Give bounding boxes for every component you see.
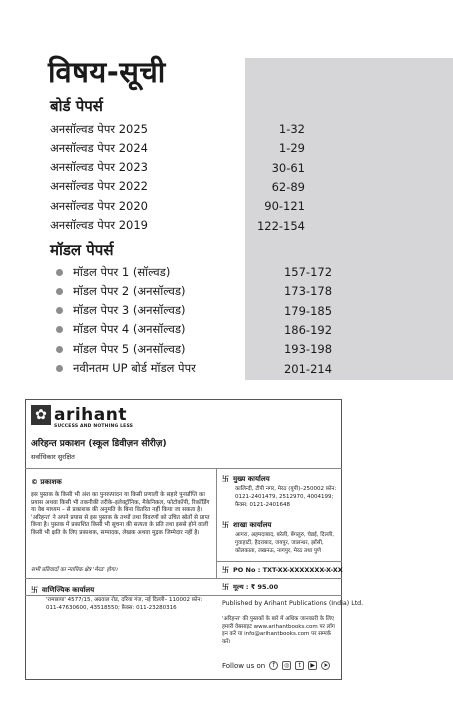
website-note: 'अरिहन्त' की पुस्तकों के बारे में अधिक जानकारी के लिए हमारी वेबसाइट www.arihantbooks.com पर लॉग इन करें या info@arihantbooks.com पर सम्पर्क करें। bbox=[222, 616, 335, 645]
bullet-icon bbox=[56, 365, 63, 372]
divider bbox=[25, 468, 342, 469]
page-title: विषय-सूची bbox=[48, 55, 166, 89]
model-paper-row bbox=[56, 301, 358, 321]
po-number: 卐 PO No : TXT-XX-XXXXXXX-X-XX bbox=[222, 566, 343, 574]
page-range: 90-121 bbox=[264, 199, 305, 214]
price: 卐 मूल्य : ₹ 95.00 bbox=[222, 583, 279, 591]
youtube-icon[interactable]: ▶ bbox=[308, 661, 317, 670]
jurisdiction-note: सभी प्रतिवादों का न्यायिक क्षेत्र 'मेरठ' होगा। bbox=[31, 567, 118, 573]
published-by: Published by Arihant Publications (India) Ltd. bbox=[222, 600, 364, 607]
facebook-icon[interactable]: f bbox=[269, 661, 278, 670]
page-range: 30-61 bbox=[271, 160, 305, 175]
model-paper-row bbox=[56, 359, 358, 379]
board-paper-row bbox=[50, 119, 309, 139]
paper-label: अनसॉल्वड पेपर 2022 bbox=[50, 179, 148, 194]
page-range: 157-172 bbox=[283, 265, 333, 279]
branch-office-heading: 卐 शाखा कार्यालय bbox=[222, 521, 272, 529]
divider bbox=[25, 595, 342, 596]
arihant-emblem-icon: ✿ bbox=[31, 405, 51, 425]
prakashak-text: इस पुस्तक के किसी भी अंश का पुनरुत्पादन या किसी प्रणाली के सहारे पुनर्प्राप्ति का प्रयास अथवा किसी भी तकनीकी तरीके–इलेक्ट्रॉनिक, मैकेनिकल, फोटोकॉपी, रिकॉर्डिंग या वेब माध्यम – से प्रकाशक की अनुमति के बिना वितरित नहीं किया जा सकता है। 'अरिहन्त' ने अपने प्रयास से इस पुस्तक के तथ्यों तथा विवरणों को उचित स्रोतों से प्राप्त किया है। पुस्तक में प्रकाशित किसी भी सूचना की सत्यता के प्रति तथा इससे होने वाली किसी भी क्षति के लिए प्रकाशक, सम्पादक, लेखक अथवा मुद्रक जिम्मेदार नहीं है। bbox=[31, 492, 210, 536]
page-range: 186-192 bbox=[283, 322, 333, 337]
page-range: 62-89 bbox=[271, 179, 305, 194]
page-range: 201-214 bbox=[283, 361, 333, 376]
paper-label: मॉडल पेपर 3 (अनसॉल्वड) bbox=[73, 303, 186, 318]
follow-us: Follow us on f ◎ t ▶ ➤ bbox=[222, 661, 329, 670]
commercial-office-heading: 卐 वाणिज्यिक कार्यालय bbox=[31, 586, 95, 594]
board-paper-row bbox=[50, 177, 309, 197]
model-paper-row bbox=[56, 320, 358, 340]
swastik-icon: 卐 bbox=[222, 521, 229, 529]
board-paper-row bbox=[50, 138, 309, 158]
swastik-icon: 卐 bbox=[222, 566, 229, 574]
bullet-icon bbox=[56, 269, 63, 276]
paper-label: मॉडल पेपर 1 (सॉल्वड) bbox=[73, 264, 171, 279]
model-paper-row bbox=[56, 281, 358, 301]
page-range: 179-185 bbox=[283, 303, 333, 318]
page-range: 173-178 bbox=[283, 284, 333, 299]
bullet-icon bbox=[56, 288, 63, 295]
rights-reserved: सर्वाधिकार सुरक्षित bbox=[31, 453, 75, 461]
paper-label: मॉडल पेपर 5 (अनसॉल्वड) bbox=[73, 341, 186, 356]
paper-label: मॉडल पेपर 2 (अनसॉल्वड) bbox=[73, 283, 186, 298]
page-range: 193-198 bbox=[283, 342, 333, 357]
board-paper-row bbox=[50, 216, 309, 236]
paper-label: मॉडल पेपर 4 (अनसॉल्वड) bbox=[73, 322, 186, 337]
paper-label: अनसॉल्वड पेपर 2020 bbox=[50, 198, 148, 213]
bullet-icon bbox=[56, 307, 63, 314]
board-paper-row bbox=[50, 196, 309, 216]
paper-label: अनसॉल्वड पेपर 2024 bbox=[50, 140, 148, 155]
arihant-logo bbox=[31, 405, 127, 425]
prakashak-title: © प्रकाशक bbox=[31, 478, 62, 486]
paper-label: नवीनतम UP बोर्ड मॉडल पेपर bbox=[73, 361, 196, 375]
model-paper-row bbox=[56, 262, 358, 282]
instagram-icon[interactable]: ◎ bbox=[284, 662, 290, 669]
paper-label: अनसॉल्वड पेपर 2019 bbox=[50, 218, 148, 232]
head-office-heading: 卐 मुख्य कार्यालय bbox=[222, 475, 270, 483]
divider bbox=[25, 578, 216, 579]
bullet-icon bbox=[56, 346, 63, 353]
page-range: 1-32 bbox=[278, 122, 305, 136]
logo-tagline: SUCCESS AND NOTHING LESS bbox=[54, 424, 134, 429]
commercial-office-text: 'रामछाया' 4577/15, अग्रवाल रोड, दरिया गंज, नई दिल्ली– 110002 फ़ोन: 011-47630600, 43518550; फ़ैक्स: 011-23280316 bbox=[46, 597, 203, 611]
swastik-icon: 卐 bbox=[222, 475, 229, 483]
divider bbox=[216, 578, 342, 579]
logo-text: arihant bbox=[54, 405, 127, 425]
paper-label: अनसॉल्वड पेपर 2023 bbox=[50, 160, 148, 175]
telegram-icon[interactable]: ➤ bbox=[323, 662, 329, 669]
swastik-icon: 卐 bbox=[222, 583, 229, 591]
divider bbox=[216, 561, 342, 562]
page-range: 1-29 bbox=[278, 141, 305, 156]
branch-office-text: आगरा, अहमदाबाद, बरेली, बेंगलुरु, चेन्नई, दिल्ली, गुवाहाटी, हैदराबाद, जयपुर, जालन्धर, झाँसी, कोलकाता, लखनऊ, नागपुर, मेरठ तथा पुणे bbox=[235, 532, 334, 554]
board-papers-heading: बोर्ड पेपर्स bbox=[50, 97, 103, 115]
twitter-icon[interactable]: t bbox=[295, 661, 304, 670]
model-papers-heading: मॉडल पेपर्स bbox=[50, 241, 114, 259]
bullet-icon bbox=[56, 326, 63, 333]
board-paper-row bbox=[50, 158, 309, 178]
paper-label: अनसॉल्वड पेपर 2025 bbox=[50, 121, 148, 136]
model-paper-row bbox=[56, 339, 358, 359]
head-office-text: कालिन्दी, टीपी नगर, मेरठ (यूपी)–250002 फ़ोन: 0121-2401479, 2512970, 4004199; फ़ैक्स: 0121-2401648 bbox=[235, 486, 337, 508]
swastik-icon: 卐 bbox=[31, 586, 38, 594]
page-range: 122-154 bbox=[256, 218, 305, 233]
publisher-name: अरिहन्त प्रकाशन (स्कूल डिवीज़न सीरीज़) bbox=[31, 439, 167, 449]
